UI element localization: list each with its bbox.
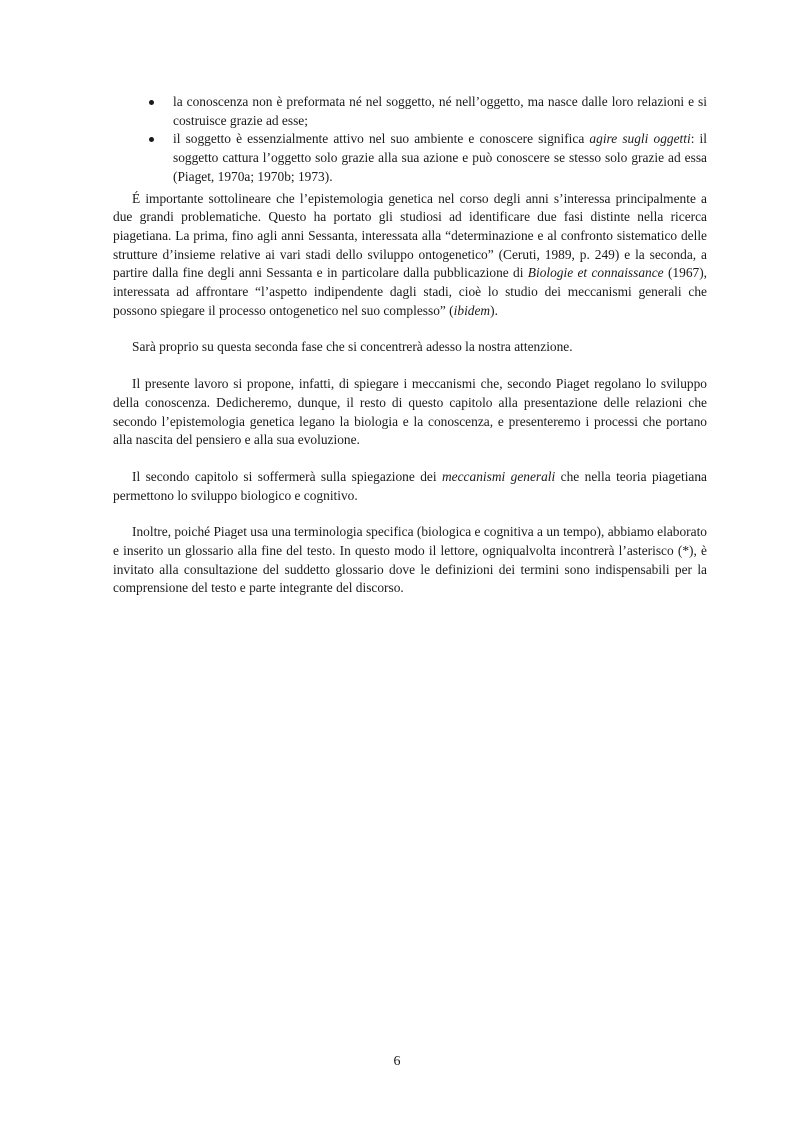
bullet-text-2a: il soggetto è essenzialmente attivo nel suo ambiente e conoscere significa bbox=[173, 131, 590, 147]
paragraph-1-part-3: ). bbox=[490, 302, 498, 318]
bullet-emphasis: agire sugli oggetti bbox=[589, 131, 691, 147]
bullet-text-1: la conoscenza non è preformata né nel soggetto, né nell’oggetto, ma nasce dalle loro relazioni e si costruisce grazie ad esse; bbox=[173, 94, 707, 128]
bullet-icon bbox=[149, 100, 154, 105]
paragraph-1-part-1: É importante sottolineare che l’epistemologia genetica nel corso degli anni s’interessa principalmente a due grandi problematiche. Questo ha portato gli studiosi ad identificare due fasi distinte nella ricerca piagetiana. La prima, fino agli anni Sessanta, interessata alla “determinazione e al confronto sistematico delle strutture d’insieme relative ai vari stadi dello sviluppo ontogenetico” (Ceruti, 1989, p. 249) e la seconda, a partire dalla fine degli anni Sessanta e in particolare dalla pubblicazione di bbox=[113, 190, 707, 281]
paragraph-4-part-1: Il secondo capitolo si soffermerà sulla spiegazione dei bbox=[132, 468, 442, 484]
bullet-list bbox=[113, 93, 707, 187]
paragraph-1 bbox=[113, 190, 707, 321]
paragraph-4 bbox=[113, 468, 707, 505]
paragraph-2: Sarà proprio su questa seconda fase che si concentrerà adesso la nostra attenzione. bbox=[132, 339, 573, 355]
page-number: 6 bbox=[393, 1054, 401, 1069]
bullet-item-2 bbox=[113, 130, 707, 186]
bullet-item-1 bbox=[113, 93, 707, 130]
bullet-icon bbox=[149, 137, 154, 142]
paragraph-5: Inoltre, poiché Piaget usa una terminologia specifica (biologica e cognitiva a un tempo), abbiamo elaborato e inserito un glossario alla fine del testo. In questo modo il lettore, ogniqualvolta incontrerà l’asterisco (*), è invitato alla consultazione del suddetto glossario dove le definizioni dei termini sono indispensabili per la comprensione del testo e parte integrante del discorso. bbox=[113, 524, 707, 596]
book-title: Biologie et connaissance bbox=[527, 265, 664, 281]
page-body bbox=[113, 93, 707, 598]
ibidem-emphasis: ibidem bbox=[453, 302, 491, 318]
bullet-text-2b: : il soggetto cattura l’oggetto solo grazie alla sua azione e può conoscere se stesso solo grazie ad essa (Piaget, 1970a; 1970b; 1973). bbox=[173, 131, 707, 184]
paragraph-4-part-2: che nella teoria piagetiana permettono lo sviluppo biologico e cognitivo. bbox=[113, 468, 707, 503]
paragraph-3: Il presente lavoro si propone, infatti, di spiegare i meccanismi che, secondo Piaget regolano lo sviluppo della conoscenza. Dedicheremo, dunque, il resto di questo capitolo alla presentazione delle relazioni che secondo l’epistemologia genetica legano la biologia e la conoscenza, e presenteremo i processi che portano alla nascita del pensiero e alla sua evoluzione. bbox=[113, 376, 707, 448]
paragraph-4-emphasis: meccanismi generali bbox=[442, 468, 556, 484]
paragraph-1-part-2: (1967), interessata ad affrontare “l’aspetto indipendente dagli stadi, cioè lo studio dei meccanismi generali che possono spiegare il processo ontogenetico nel suo complesso” ( bbox=[113, 265, 708, 318]
